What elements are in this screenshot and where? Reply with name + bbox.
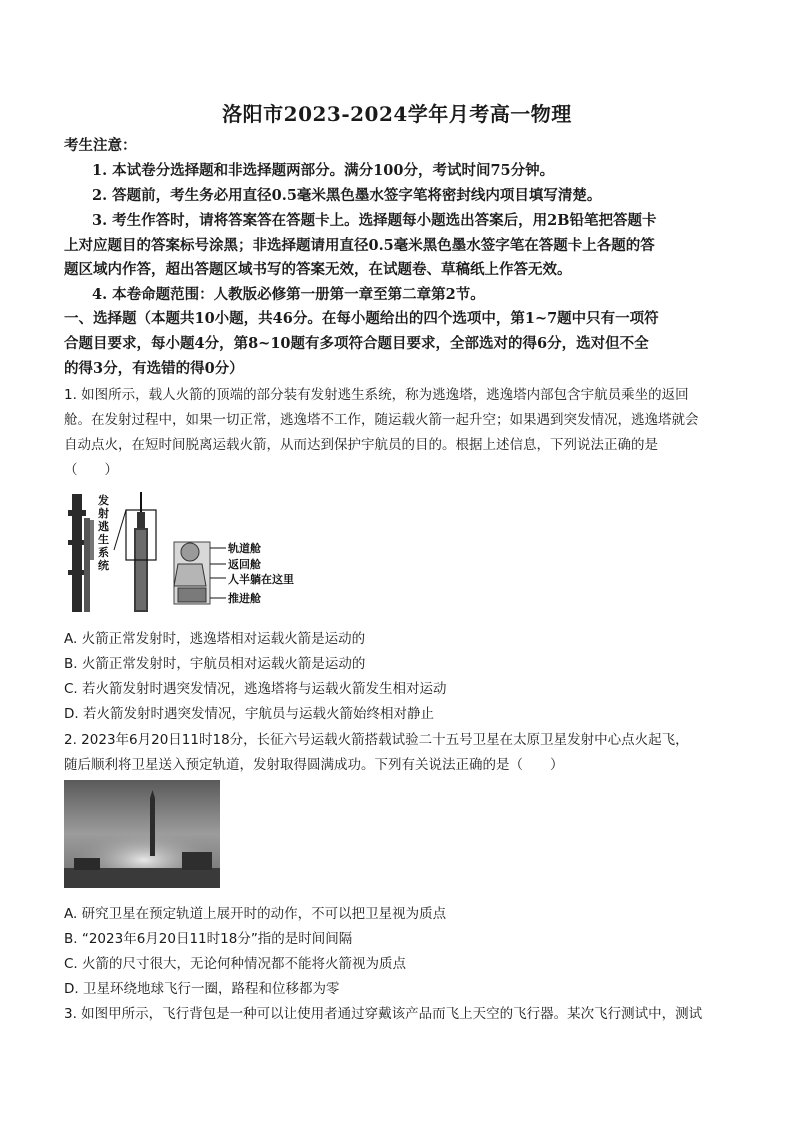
page-title: 洛阳市2023-2024学年月考高一物理 bbox=[222, 102, 572, 126]
section-instructions: 合题目要求，每小题4分，第8~10题有多项符合题目要求，全部选对的得6分，选对但不全 bbox=[64, 335, 649, 352]
rocket-launch-photo bbox=[64, 780, 220, 888]
question-2-stem: 随后顺利将卫星送入预定轨道，发射取得圆满成功。下列有关说法正确的是（ ） bbox=[64, 757, 564, 773]
notice-item: 3. 考生作答时，请将答案答在答题卡上。选择题每小题选出答案后，用2B铅笔把答题卡 bbox=[92, 212, 657, 229]
question-2-option: A. 研究卫星在预定轨道上展开时的动作，不可以把卫星视为质点 bbox=[64, 906, 447, 922]
notice-heading: 考生注意： bbox=[64, 137, 137, 154]
section-instructions: 一、选择题（本题共10小题，共46分。在每小题给出的四个选项中，第1~7题中只有一项符 bbox=[64, 310, 659, 327]
question-1-option: C. 若火箭发射时遇突发情况，逃逸塔将与运载火箭发生相对运动 bbox=[64, 681, 447, 697]
notice-item: 上对应题目的答案标号涂黑；非选择题请用直径0.5毫米黑色墨水签字笔在答题卡上各题的答 bbox=[64, 237, 655, 254]
question-1-stem: （ ） bbox=[64, 462, 118, 478]
question-2-option: D. 卫星环绕地球飞行一圈，路程和位移都为零 bbox=[64, 981, 340, 997]
question-1-stem: 自动点火，在短时间脱离运载火箭，从而达到保护宇航员的目的。根据上述信息，下列说法正确的是 bbox=[64, 437, 658, 453]
figure-label: 推进舱 bbox=[228, 592, 261, 605]
question-2-stem: 2. 2023年6月20日11时18分，长征六号运载火箭搭载试验二十五号卫星在太原卫星发射中心点火起飞， bbox=[64, 732, 689, 748]
figure-label: 发 bbox=[98, 494, 109, 507]
rocket-escape-system-figure bbox=[64, 490, 314, 614]
notice-item: 4. 本卷命题范围：人教版必修第一册第一章至第二章第2节。 bbox=[92, 286, 485, 303]
notice-item: 2. 答题前，考生务必用直径0.5毫米黑色墨水签字笔将密封线内项目填写清楚。 bbox=[92, 187, 602, 204]
figure-label: 生 bbox=[98, 533, 109, 546]
notice-item: 1. 本试卷分选择题和非选择题两部分。满分100分，考试时间75分钟。 bbox=[92, 162, 555, 179]
figure-label: 逃 bbox=[98, 520, 109, 533]
figure-label: 系 bbox=[98, 546, 109, 559]
figure-label: 人半躺在这里 bbox=[228, 573, 294, 586]
question-1-stem: 1. 如图所示，载人火箭的顶端的部分装有发射逃生系统，称为逃逸塔，逃逸塔内部包含宇航员乘坐的返回 bbox=[64, 387, 689, 403]
notice-item: 题区域内作答，超出答题区域书写的答案无效，在试题卷、草稿纸上作答无效。 bbox=[64, 261, 572, 278]
question-2-option: C. 火箭的尺寸很大，无论何种情况都不能将火箭视为质点 bbox=[64, 956, 407, 972]
figure-label: 轨道舱 bbox=[228, 542, 261, 555]
question-1-option: A. 火箭正常发射时，逃逸塔相对运载火箭是运动的 bbox=[64, 631, 366, 647]
question-2-option: B. “2023年6月20日11时18分”指的是时间间隔 bbox=[64, 931, 353, 947]
figure-label: 返回舱 bbox=[228, 558, 261, 571]
section-instructions: 的得3分，有选错的得0分） bbox=[64, 360, 244, 377]
question-1-option: B. 火箭正常发射时，宇航员相对运载火箭是运动的 bbox=[64, 656, 366, 672]
figure-label: 射 bbox=[98, 507, 109, 520]
question-1-option: D. 若火箭发射时遇突发情况，宇航员与运载火箭始终相对静止 bbox=[64, 706, 434, 722]
figure-label: 统 bbox=[98, 559, 109, 572]
question-1-stem: 舱。在发射过程中，如果一切正常，逃逸塔不工作，随运载火箭一起升空；如果遇到突发情况，逃逸塔就会 bbox=[64, 412, 699, 428]
question-3-stem: 3. 如图甲所示，飞行背包是一种可以让使用者通过穿戴该产品而飞上天空的飞行器。某次飞行测试中，测试 bbox=[64, 1006, 703, 1022]
